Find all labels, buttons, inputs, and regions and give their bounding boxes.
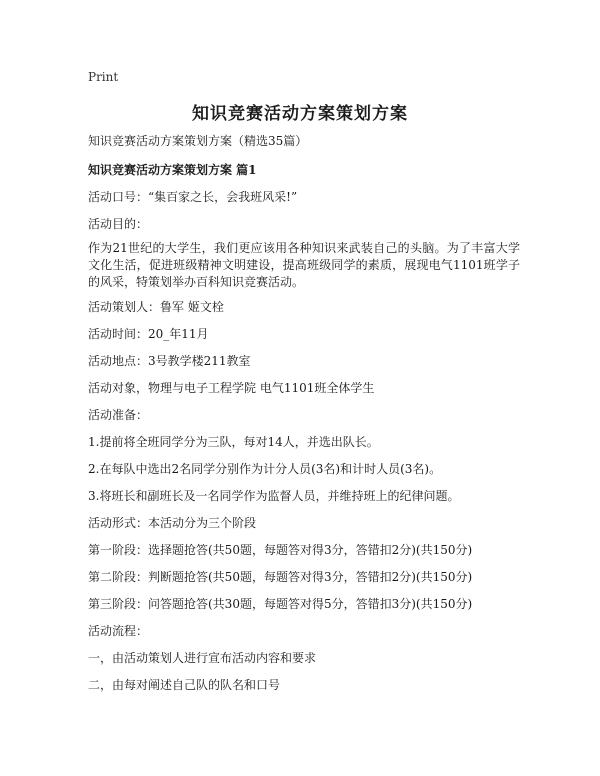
list-item: 二，由每对阐述自己队的队名和口号 xyxy=(88,678,281,692)
list-item: 第三阶段：问答题抢答(共30题，每题答对得5分，答错扣3分)(共150分) xyxy=(88,597,473,611)
list-item: 3.将班长和副班长及一名同学作为监督人员，并维持班上的纪律问题。 xyxy=(88,489,460,503)
paragraph-time: 活动时间：20_年11月 xyxy=(88,327,209,341)
document-subtitle: 知识竞赛活动方案策划方案（精选35篇） xyxy=(88,134,308,148)
document-title: 知识竞赛活动方案策划方案 xyxy=(192,104,408,124)
paragraph-purpose: 作为21世纪的大学生，我们更应该用各种知识来武装自己的头脑。为了丰富大学文化生活，促进班级精神文明建设，提高班级同学的素质，展现电气1101班学子的风采，特策划举办百科知识竞赛活动。 xyxy=(88,241,520,289)
list-item: 1.提前将全班同学分为三队，每对14人，并选出队长。 xyxy=(88,435,379,449)
paragraph-audience: 活动对象，物理与电子工程学院 电气1101班全体学生 xyxy=(88,381,375,395)
paragraph-purpose-label: 活动目的： xyxy=(88,217,149,231)
print-label[interactable]: Print xyxy=(88,70,119,84)
paragraph-slogan: 活动口号：“集百家之长，会我班风采!” xyxy=(88,190,298,204)
paragraph-preparation-label: 活动准备： xyxy=(88,408,149,422)
paragraph-format: 活动形式：本活动分为三个阶段 xyxy=(88,516,257,530)
section-heading: 知识竞赛活动方案策划方案 篇1 xyxy=(88,163,257,177)
paragraph-planner: 活动策划人：鲁军 姬文栓 xyxy=(88,300,224,314)
list-item: 第二阶段：判断题抢答(共50题，每题答对得3分，答错扣2分)(共150分) xyxy=(88,570,473,584)
list-item: 第一阶段：选择题抢答(共50题，每题答对得3分，答错扣2分)(共150分) xyxy=(88,543,473,557)
paragraph-process-label: 活动流程： xyxy=(88,624,149,638)
list-item: 一，由活动策划人进行宣布活动内容和要求 xyxy=(88,651,317,665)
paragraph-location: 活动地点：3号教学楼211教室 xyxy=(88,354,251,368)
list-item: 2.在每队中选出2名同学分别作为计分人员(3名)和计时人员(3名)。 xyxy=(88,462,442,476)
